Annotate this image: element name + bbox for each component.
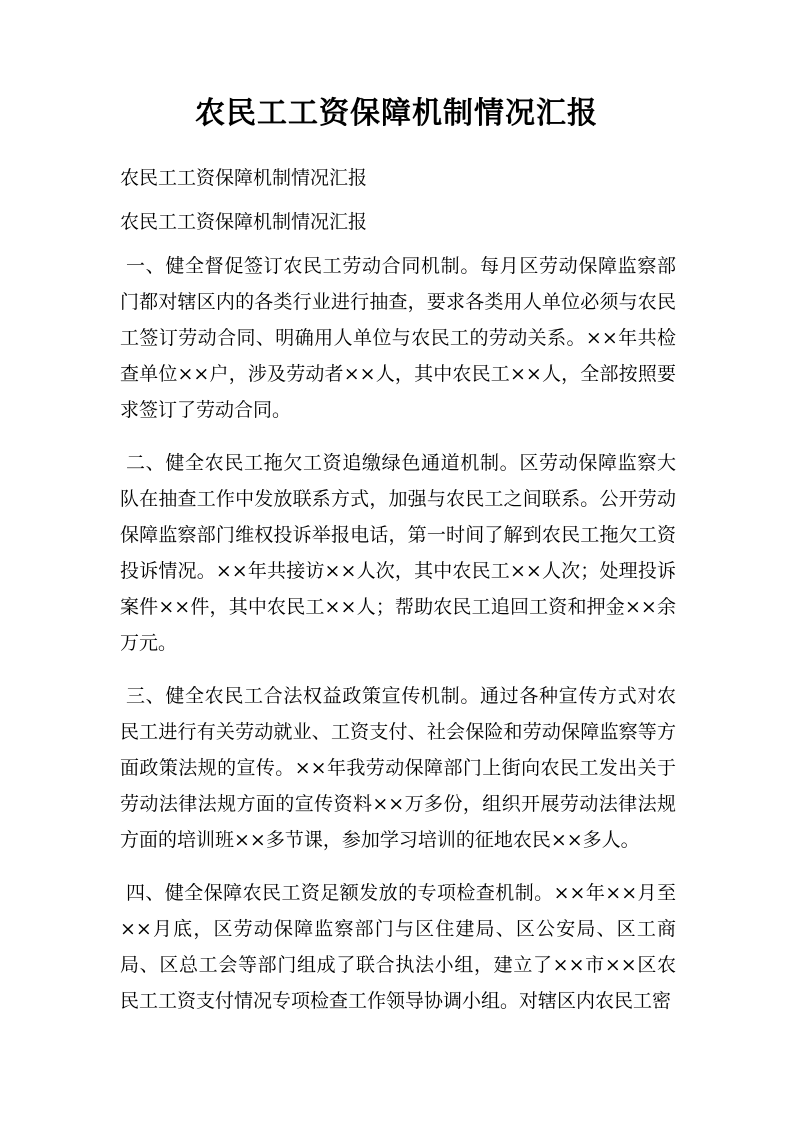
subtitle-line-1: 农民工工资保障机制情况汇报 <box>120 167 368 189</box>
paragraph-4: 四、健全保障农民工资足额发放的专项检查机制。××年××月至××月底，区劳动保障监察部门与区住建局、区公安局、区工商局、区总工会等部门组成了联合执法小组，建立了××市××区农民工工资支付情况专项检查工作领导协调小组。对辖区内农民工密 <box>120 882 676 1012</box>
paragraph-1: 一、健全督促签订农民工劳动合同机制。每月区劳动保障监察部门都对辖区内的各类行业进行抽查，要求各类用人单位必须与农民工签订劳动合同、明确用人单位与农民工的劳动关系。××年共检查单位××户，涉及劳动者××人，其中农民工××人，全部按照要求签订了劳动合同。 <box>120 255 676 421</box>
paragraph-3: 三、健全农民工合法权益政策宣传机制。通过各种宣传方式对农民工进行有关劳动就业、工资支付、社会保险和劳动保障监察等方面政策法规的宣传。××年我劳动保障部门上街向农民工发出关于劳动法律法规方面的宣传资料××万多份，组织开展劳动法律法规方面的培训班××多节课，参加学习培训的征地农民××多人。 <box>120 685 676 851</box>
document-title: 农民工工资保障机制情况汇报 <box>195 96 598 131</box>
document-body <box>120 160 676 1036</box>
paragraph-2: 二、健全农民工拖欠工资追缴绿色通道机制。区劳动保障监察大队在抽查工作中发放联系方式，加强与农民工之间联系。公开劳动保障监察部门维权投诉举报电话，第一时间了解到农民工拖欠工资投诉情况。××年共接访××人次，其中农民工××人次；处理投诉案件××件，其中农民工××人；帮助农民工追回工资和押金××余万元。 <box>120 452 676 654</box>
subtitle-line-2: 农民工工资保障机制情况汇报 <box>120 211 368 233</box>
